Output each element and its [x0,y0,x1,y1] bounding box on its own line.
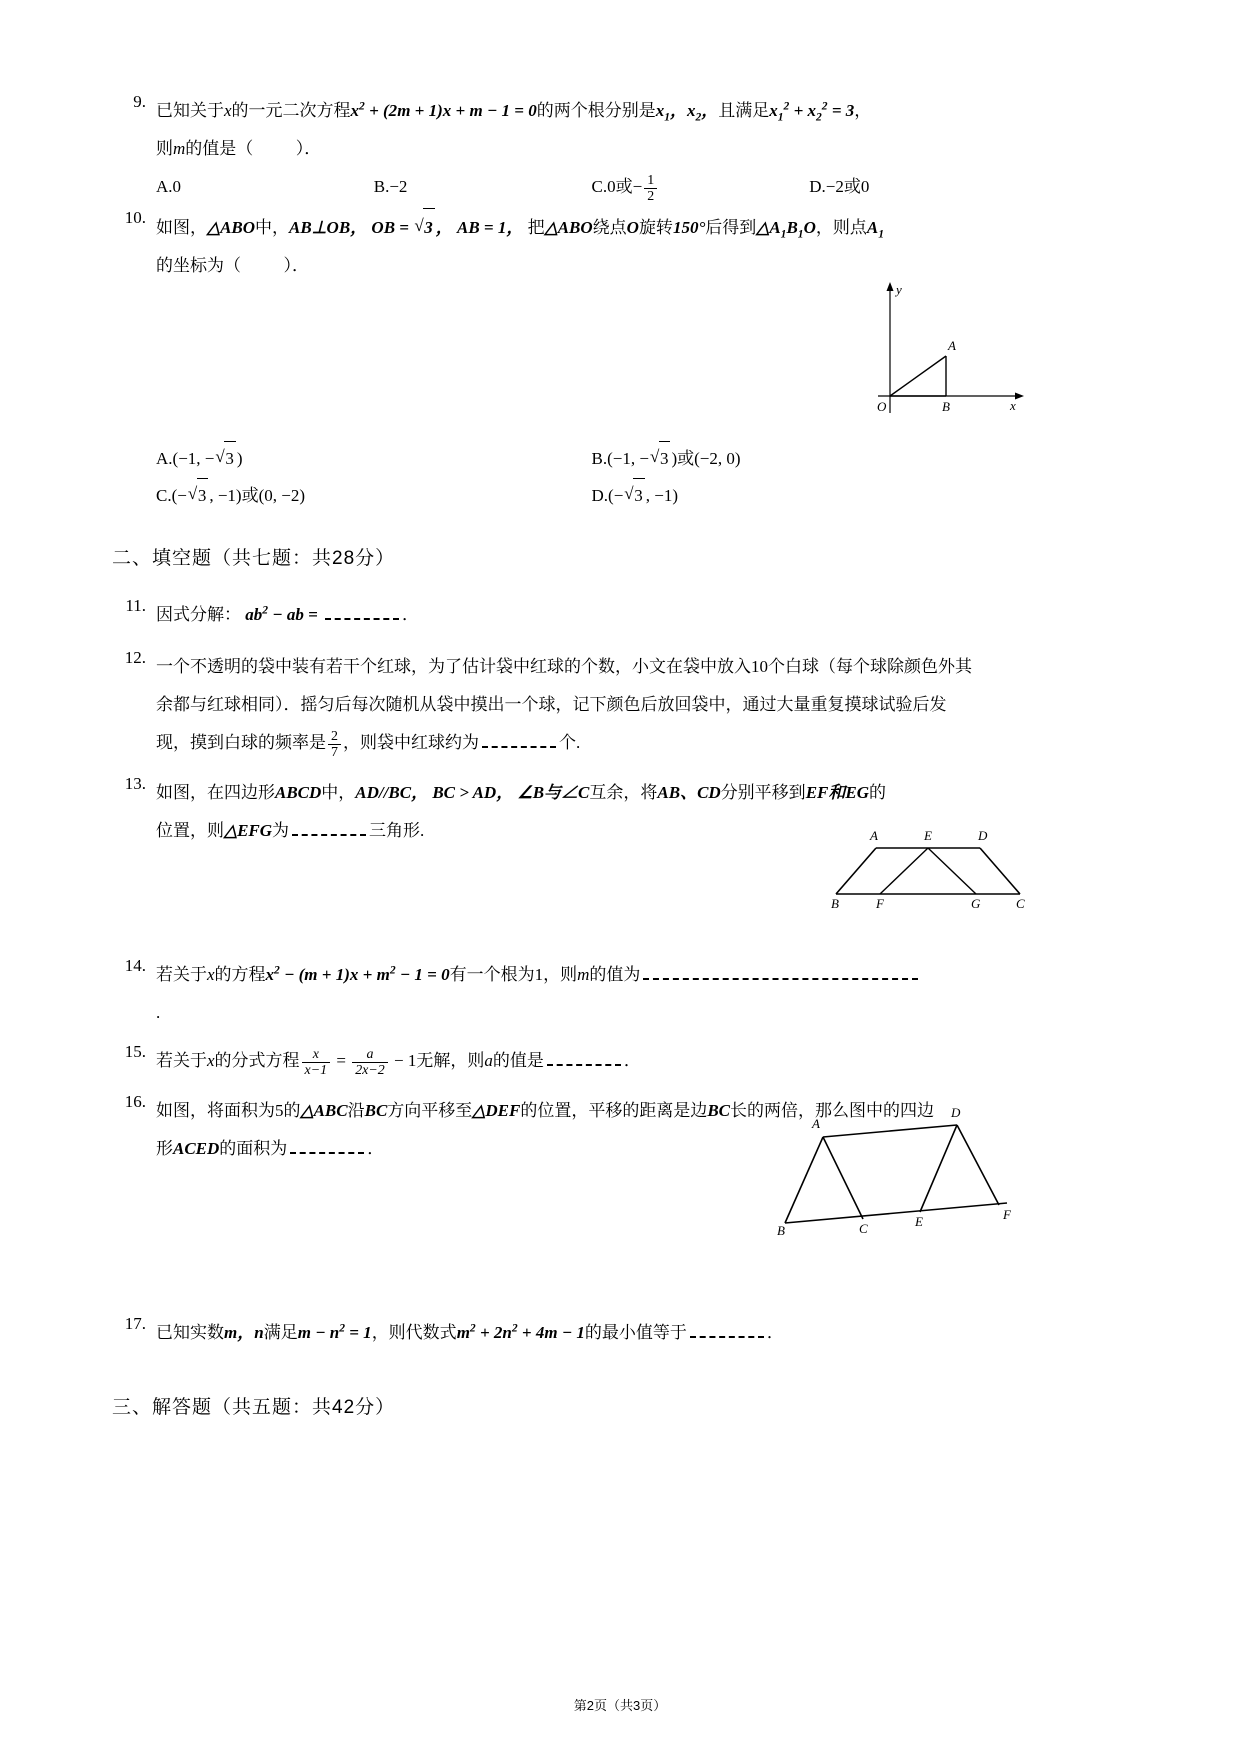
q11-prefix: 因式分解： [156,605,241,624]
q12-text-b: ，则袋中红球约为 [342,733,479,752]
q15-text-c: 无解，则 [416,1051,485,1070]
q15-text-b: 的分式方程 [214,1051,300,1070]
q10-text-e: 旋转 [638,218,673,237]
question-13-figure [828,822,1028,912]
q15-equals: = [332,1051,351,1070]
question-16-number: 16. [124,1092,146,1111]
q13-label-C: C [1016,896,1025,911]
q16-bc: BC [364,1101,388,1120]
q12-frequency-fraction [328,729,341,760]
q9-frac-denominator: 2 [644,188,657,204]
q9-text-c: 的两个根分别是 [536,101,656,120]
q13-angles: ∠B与∠C [517,783,590,802]
q16-triangles-svg [775,1095,1025,1235]
q10-perpendicular: AB⊥OB， [289,218,368,237]
question-9-line-2: 则m的值是（ ）． [156,139,322,158]
q9-choice-c-fraction [644,173,657,204]
q16-label-F: F [1003,1207,1011,1222]
q17-condition: $m - n^2 = 1$ [297,1321,372,1342]
q16-label-B: B [777,1223,785,1235]
q9-choice-a-label: A. [156,177,173,196]
q10-point-o: O [626,218,639,237]
q16-triangle-def: △DEF [472,1101,521,1120]
question-10-figure [870,278,1030,428]
q16-text-h: ． [367,1139,385,1158]
q10-text-g: ，则点 [815,218,867,237]
q15-answer-blank[interactable] [547,1052,621,1066]
q9-condition: $x_1^2 + x_2^2 = 3$ [769,99,855,124]
q13-label-A: A [870,828,878,843]
q17-text-a: 已知实数 [156,1323,224,1342]
q13-label-F: F [876,896,884,911]
q12-answer-blank[interactable] [482,734,556,748]
q10-ob-length: OB = √ 3 ， [371,218,452,237]
question-17-line [156,1314,1027,1352]
q9-text-a: 已知关于 [156,101,224,120]
q16-text-c: 方向平移至 [387,1101,473,1120]
question-11-number: 11. [125,596,146,615]
q14-text-a: 若关于 [156,965,207,984]
q9-var-x: x [224,101,232,120]
q11-expression: $ab^2$ − ab = [245,603,323,624]
q13-ab-cd: AB、CD [657,783,721,802]
q9-choice-b[interactable] [374,170,592,204]
q16-answer-blank[interactable] [290,1140,364,1154]
question-10-choices-block [112,441,1027,513]
q13-label-G: G [971,896,981,911]
question-14-line-2: . [156,1003,161,1022]
q9-var-m: m [173,139,186,158]
q9-choice-b-value: −2 [389,177,408,196]
question-10-number: 10. [124,208,146,227]
q14-text-b: 的方程 [214,965,266,984]
q16-text-a: 如图，将面积为5的 [156,1101,301,1120]
q10-choices-row-2 [156,478,1027,513]
question-14-body [156,956,1027,1032]
q14-answer-blank[interactable] [643,966,918,980]
q10-text-a: 如图， [156,218,207,237]
question-14 [112,956,1027,1032]
q14-text-c: 有一个根为1，则 [449,965,578,984]
q12-text-c: 个. [558,733,581,752]
q16-label-A: A [812,1116,820,1131]
q16-text-e: 长的两倍，那么图中的四边 [730,1101,935,1120]
question-13-number: 13. [124,774,146,793]
question-14-number: 14. [124,956,146,975]
q9-choice-d-label: D. [809,177,826,196]
q10-choice-a[interactable]: A.(−1, − √ 3 ) [156,441,592,476]
q10-coordinate-svg [870,278,1030,428]
q16-triangle-abc: △ABC [300,1101,348,1120]
question-9-number: 9. [133,92,146,111]
question-17-body [156,1314,1027,1352]
q9-equation: $x^2 + (2m + 1)x + m - 1 = 0$ [350,99,537,120]
q10-sqrt-c: √ 3 [188,478,209,513]
q9-choice-d-value: −2或0 [825,177,870,196]
question-11-body [156,596,1027,634]
q16-label-D: D [951,1105,961,1120]
q12-frac-numerator: 2 [331,728,338,744]
question-13-line-1 [156,774,1027,812]
q13-triangle-efg: △EFG [224,821,273,840]
q16-bc-2: BC [707,1101,731,1120]
question-11-line [156,596,1027,634]
q13-bc-gt-ad: BC > AD， [432,783,514,802]
q13-answer-blank[interactable] [292,822,366,836]
q14-var-m: m [577,965,590,984]
q11-answer-blank[interactable] [325,606,399,620]
q9-text-b: 的一元二次方程 [231,101,351,120]
q10-choice-c[interactable]: C.(− √ 3 , −1)或(0, −2) [156,478,592,513]
q9-choice-c-label: C. [591,177,608,196]
q9-roots: $x_1$，$x_2$， [655,101,719,124]
q12-text-a: 现，摸到白球的频率是 [156,733,326,752]
q9-choice-c-value: 0或− [607,177,643,196]
q10-text-f: 后得到 [705,218,757,237]
q17-expression: $m^2 + 2n^2 + 4m - 1$ [456,1321,585,1342]
q16-text-b: 沿 [347,1101,365,1120]
question-10-line-2: 的坐标为（ ）． [156,256,309,275]
q9-text-d: 且满足 [718,101,770,120]
q14-var-x: x [207,965,215,984]
q15-frac1-numerator: x [312,1046,319,1062]
question-9-line-1 [156,92,1027,130]
q16-label-E: E [915,1214,923,1229]
question-17 [112,1314,1027,1352]
question-14-line-1 [156,956,1027,994]
q17-text-e: ． [766,1323,784,1342]
question-12-line-3 [156,724,1027,762]
question-10-body [156,208,1027,285]
question-11 [112,596,1027,634]
q10-sqrt-d: √ 3 [624,478,645,513]
q16-text-d: 的位置，平移的距离是边 [520,1101,708,1120]
q11-suffix: ． [402,605,420,624]
q10-point-b-label: B [942,399,950,414]
q9-choice-a-value: 0 [172,177,182,196]
q15-var-a: a [484,1051,493,1070]
q13-trapezoid-svg [828,822,1028,912]
q13-text-h: 三角形. [369,821,425,840]
q16-quad-aced: ACED [173,1139,220,1158]
q15-minus-one: − 1 [389,1051,417,1070]
q12-frac-denominator: 7 [328,744,341,760]
q9-choice-d[interactable] [809,170,1027,204]
question-15-line [156,1042,1027,1080]
q17-text-d: 的最小值等于 [584,1323,687,1342]
q13-text-b: 中， [321,783,356,802]
question-10 [112,208,1027,285]
question-15-number: 15. [124,1042,146,1061]
page-footer: 第2页（共3页） [573,1698,667,1713]
question-12 [112,648,1027,762]
q9-choice-c[interactable] [592,170,810,204]
question-12-number: 12. [124,648,146,667]
section-answer-questions: 三、解答题（共五题：共42分） [112,1397,396,1418]
q16-label-C: C [859,1221,868,1235]
q16-text-g: 的面积为 [219,1139,288,1158]
q10-point-a-label: A [948,338,956,353]
question-16-figure [775,1095,1025,1235]
q13-label-E: E [924,828,932,843]
q15-frac2-numerator: a [366,1046,374,1062]
question-9-choices [156,170,1027,204]
q15-var-x: x [207,1051,215,1070]
question-15-body [156,1042,1027,1080]
q10-text-d: 绕点 [592,218,627,237]
q10-triangle-abo: △ABO [207,218,256,237]
q14-equation: $x^2 - (m + 1)x + m^2 - 1 = 0$ [265,963,450,984]
q17-answer-blank[interactable] [690,1324,764,1338]
q17-text-c: ，则代数式 [371,1323,457,1342]
q10-choice-d[interactable]: D.(− √ 3 , −1) [592,478,1028,513]
q13-text-a: 如图，在四边形 [156,783,275,802]
q10-ab-length: AB = 1， [456,218,524,237]
q13-text-e: 的 [869,783,886,802]
q10-choices-body [156,441,1027,513]
q13-label-B: B [831,896,839,911]
q15-frac2-denominator: 2x−2 [352,1062,388,1078]
q17-vars-mn: m，n [224,1323,264,1342]
q10-point-a1: $A_1$ [866,218,884,241]
q15-fraction-1 [302,1047,331,1078]
q13-ef-eg: EF和EG [805,783,869,802]
q15-frac1-denominator: x−1 [302,1062,331,1078]
q13-quad-abcd: ABCD [275,783,322,802]
question-10-line-1 [156,208,1027,247]
q9-choice-a[interactable] [156,170,374,204]
question-12-line-2: 余都与红球相同）．摇匀后每次随机从袋中摸出一个球，记下颜色后放回袋中，通过大量重复摸球试验后发 [156,695,947,714]
q9-frac-numerator: 1 [647,172,655,188]
q10-sqrt-a: √ 3 [215,441,236,476]
question-12-line-1: 一个不透明的袋中装有若干个红球，为了估计袋中红球的个数，小文在袋中放入10个白球（每个球除颜色外其 [156,657,972,676]
q10-y-axis-label: y [896,282,902,297]
question-9-body [156,92,1027,204]
q13-ad-parallel-bc: AD//BC， [355,783,429,802]
q9-choice-b-label: B. [373,177,390,196]
q10-rotation-angle: 150° [672,218,706,237]
q10-triangle-3: $\triangle A_1B_1O$ [756,218,816,241]
q10-text-c: 把 [527,218,545,237]
q10-choices-row-1 [156,441,1027,476]
q13-text-g: 为 [272,821,290,840]
q15-fraction-2 [352,1047,388,1078]
q15-text-a: 若关于 [156,1051,207,1070]
question-17-number: 17. [124,1314,146,1333]
q10-origin-label: O [877,399,887,414]
q16-text-f: 形 [156,1139,173,1158]
q15-text-e: ． [623,1051,641,1070]
q15-text-d: 的值是 [492,1051,544,1070]
q10-choice-b[interactable]: B.(−1, − √ 3 )或(−2, 0) [592,441,1028,476]
q13-label-D: D [978,828,988,843]
question-9 [112,92,1027,204]
q10-x-axis-label: x [1010,398,1016,413]
q13-text-f: 位置，则 [156,821,224,840]
q10-text-b: 中， [255,218,290,237]
q17-text-b: 满足 [263,1323,298,1342]
q10-triangle-2: △ABO [544,218,593,237]
question-15 [112,1042,1027,1080]
q9-comma: ， [854,101,872,120]
question-12-body [156,648,1027,762]
q13-text-c: 互余，将 [589,783,658,802]
q13-text-d: 分别平移到 [720,783,806,802]
section-fill-in-blank: 二、填空题（共七题：共28分） [112,548,396,569]
q10-sqrt-b: √ 3 [650,441,671,476]
q14-text-d: 的值为 [589,965,641,984]
